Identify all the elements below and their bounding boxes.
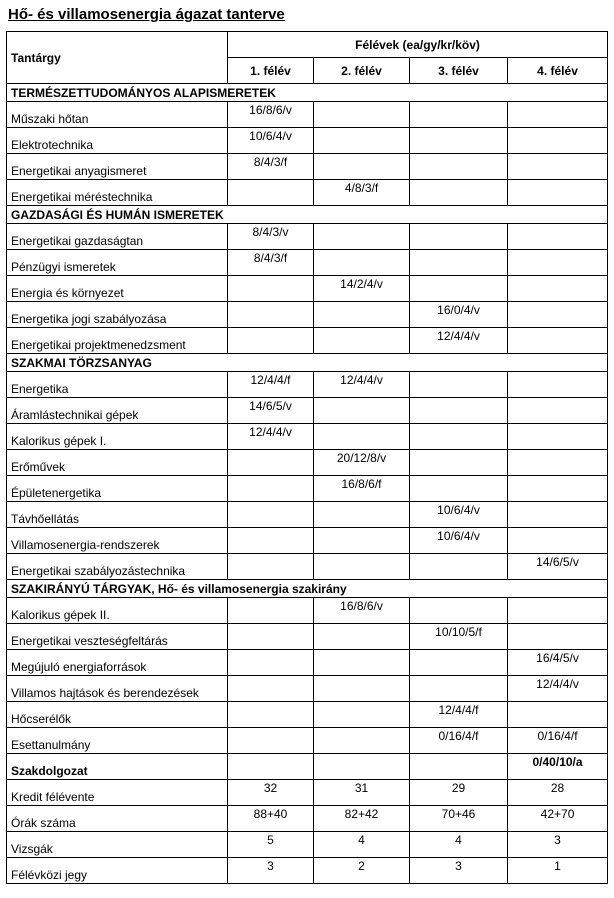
semester-2-value: 16/8/6/f xyxy=(314,476,410,502)
semester-3-value xyxy=(410,102,508,128)
subject-row xyxy=(7,328,608,354)
semester-2-value xyxy=(314,328,410,354)
semester-1-value xyxy=(228,554,314,580)
summary-semester-1-value xyxy=(228,754,314,780)
subject-row xyxy=(7,702,608,728)
semester-4-value xyxy=(508,276,608,302)
semester-4-value xyxy=(508,624,608,650)
subject-name: Pénzügyi ismeretek xyxy=(7,250,228,276)
semester-2-value: 14/2/4/v xyxy=(314,276,410,302)
semester-3-value: 10/10/5/f xyxy=(410,624,508,650)
semester-2-value xyxy=(314,502,410,528)
semester-1-value xyxy=(228,728,314,754)
summary-semester-3-value xyxy=(410,754,508,780)
semester-2-value xyxy=(314,398,410,424)
subject-name: Kalorikus gépek II. xyxy=(7,598,228,624)
semester-2-value: 20/12/8/v xyxy=(314,450,410,476)
header-semester-2: 2. félév xyxy=(314,58,410,84)
semester-4-value xyxy=(508,372,608,398)
semester-1-value xyxy=(228,476,314,502)
semester-3-value: 16/0/4/v xyxy=(410,302,508,328)
summary-semester-4-value: 42+70 xyxy=(508,806,608,832)
semester-3-value: 12/4/4/v xyxy=(410,328,508,354)
summary-semester-3-value: 4 xyxy=(410,832,508,858)
semester-1-value xyxy=(228,702,314,728)
semester-3-value xyxy=(410,154,508,180)
subject-row xyxy=(7,302,608,328)
summary-semester-2-value: 31 xyxy=(314,780,410,806)
semester-1-value xyxy=(228,676,314,702)
subject-row xyxy=(7,476,608,502)
subject-name: Villamosenergia-rendszerek xyxy=(7,528,228,554)
subject-row xyxy=(7,624,608,650)
semester-4-value: 14/6/5/v xyxy=(508,554,608,580)
subject-row xyxy=(7,502,608,528)
summary-semester-4-value: 1 xyxy=(508,858,608,884)
subject-row xyxy=(7,398,608,424)
semester-4-value xyxy=(508,502,608,528)
semester-3-value xyxy=(410,372,508,398)
summary-row xyxy=(7,832,608,858)
semester-3-value xyxy=(410,250,508,276)
subject-row xyxy=(7,728,608,754)
semester-3-value xyxy=(410,180,508,206)
subject-name: Energetikai projektmenedzsment xyxy=(7,328,228,354)
curriculum-table xyxy=(6,31,608,884)
section-header-row xyxy=(7,206,608,224)
semester-1-value xyxy=(228,328,314,354)
subject-name: Villamos hajtások és berendezések xyxy=(7,676,228,702)
semester-4-value xyxy=(508,154,608,180)
semester-2-value xyxy=(314,676,410,702)
semester-1-value xyxy=(228,650,314,676)
subject-name: Energia és környezet xyxy=(7,276,228,302)
header-semester-4: 4. félév xyxy=(508,58,608,84)
semester-1-value xyxy=(228,502,314,528)
subject-row xyxy=(7,372,608,398)
document-title: Hő- és villamosenergia ágazat tanterve xyxy=(8,6,285,23)
summary-label: Félévközi jegy xyxy=(7,858,228,884)
semester-4-value xyxy=(508,224,608,250)
subject-row xyxy=(7,180,608,206)
semester-4-value: 16/4/5/v xyxy=(508,650,608,676)
summary-semester-2-value: 82+42 xyxy=(314,806,410,832)
semester-3-value xyxy=(410,398,508,424)
summary-semester-1-value: 32 xyxy=(228,780,314,806)
subject-name: Megújuló energiaforrások xyxy=(7,650,228,676)
subject-row xyxy=(7,128,608,154)
semester-3-value xyxy=(410,276,508,302)
semester-4-value: 0/16/4/f xyxy=(508,728,608,754)
subject-name: Műszaki hőtan xyxy=(7,102,228,128)
semester-1-value xyxy=(228,302,314,328)
summary-row xyxy=(7,780,608,806)
subject-row xyxy=(7,102,608,128)
semester-3-value xyxy=(410,554,508,580)
semester-3-value: 0/16/4/f xyxy=(410,728,508,754)
subject-row xyxy=(7,450,608,476)
subject-name: Kalorikus gépek I. xyxy=(7,424,228,450)
semester-3-value xyxy=(410,598,508,624)
header-subject: Tantárgy xyxy=(7,32,228,84)
semester-4-value xyxy=(508,250,608,276)
subject-row xyxy=(7,528,608,554)
semester-3-value xyxy=(410,650,508,676)
curriculum-body xyxy=(7,84,608,884)
summary-semester-3-value: 3 xyxy=(410,858,508,884)
subject-name: Energetikai méréstechnika xyxy=(7,180,228,206)
summary-semester-1-value: 3 xyxy=(228,858,314,884)
semester-2-value xyxy=(314,650,410,676)
semester-2-value xyxy=(314,224,410,250)
summary-semester-4-value: 3 xyxy=(508,832,608,858)
subject-name: Erőművek xyxy=(7,450,228,476)
summary-row xyxy=(7,754,608,780)
subject-name: Elektrotechnika xyxy=(7,128,228,154)
semester-2-value xyxy=(314,702,410,728)
semester-3-value: 10/6/4/v xyxy=(410,528,508,554)
summary-semester-2-value: 2 xyxy=(314,858,410,884)
semester-4-value xyxy=(508,180,608,206)
header-semester-3: 3. félév xyxy=(410,58,508,84)
semester-2-value xyxy=(314,102,410,128)
summary-semester-2-value: 4 xyxy=(314,832,410,858)
header-semester-1: 1. félév xyxy=(228,58,314,84)
semester-1-value: 8/4/3/f xyxy=(228,154,314,180)
section-title: SZAKMAI TÖRZSANYAG xyxy=(7,354,608,372)
semester-4-value xyxy=(508,302,608,328)
semester-3-value xyxy=(410,676,508,702)
summary-row xyxy=(7,858,608,884)
semester-2-value xyxy=(314,302,410,328)
section-title: GAZDASÁGI ÉS HUMÁN ISMERETEK xyxy=(7,206,608,224)
subject-name: Távhőellátás xyxy=(7,502,228,528)
summary-semester-3-value: 70+46 xyxy=(410,806,508,832)
summary-row xyxy=(7,806,608,832)
semester-4-value xyxy=(508,424,608,450)
summary-semester-2-value xyxy=(314,754,410,780)
summary-semester-1-value: 5 xyxy=(228,832,314,858)
semester-2-value xyxy=(314,624,410,650)
semester-2-value xyxy=(314,728,410,754)
semester-2-value xyxy=(314,528,410,554)
semester-3-value xyxy=(410,476,508,502)
subject-row xyxy=(7,650,608,676)
semester-1-value xyxy=(228,276,314,302)
semester-2-value xyxy=(314,128,410,154)
section-title: TERMÉSZETTUDOMÁNYOS ALAPISMERETEK xyxy=(7,84,608,102)
subject-name: Épületenergetika xyxy=(7,476,228,502)
subject-row xyxy=(7,554,608,580)
semester-4-value xyxy=(508,328,608,354)
summary-label: Órák száma xyxy=(7,806,228,832)
semester-1-value: 16/8/6/v xyxy=(228,102,314,128)
subject-name: Energetikai gazdaságtan xyxy=(7,224,228,250)
subject-name: Energetikai szabályozástechnika xyxy=(7,554,228,580)
summary-label: Szakdolgozat xyxy=(7,754,228,780)
semester-2-value xyxy=(314,554,410,580)
subject-name: Esettanulmány xyxy=(7,728,228,754)
subject-row xyxy=(7,276,608,302)
semester-4-value xyxy=(508,476,608,502)
semester-3-value xyxy=(410,224,508,250)
summary-semester-3-value: 29 xyxy=(410,780,508,806)
semester-2-value xyxy=(314,154,410,180)
semester-3-value: 12/4/4/f xyxy=(410,702,508,728)
section-header-row xyxy=(7,354,608,372)
semester-2-value: 4/8/3/f xyxy=(314,180,410,206)
semester-2-value xyxy=(314,250,410,276)
summary-semester-4-value: 28 xyxy=(508,780,608,806)
subject-name: Energetikai veszteségfeltárás xyxy=(7,624,228,650)
semester-4-value xyxy=(508,598,608,624)
semester-3-value xyxy=(410,450,508,476)
subject-name: Energetika jogi szabályozása xyxy=(7,302,228,328)
subject-row xyxy=(7,424,608,450)
section-header-row xyxy=(7,580,608,598)
semester-1-value xyxy=(228,180,314,206)
header-semesters-group: Félévek (ea/gy/kr/köv) xyxy=(228,32,608,58)
semester-2-value xyxy=(314,424,410,450)
semester-4-value xyxy=(508,702,608,728)
semester-1-value xyxy=(228,624,314,650)
semester-1-value: 8/4/3/v xyxy=(228,224,314,250)
semester-1-value xyxy=(228,450,314,476)
section-header-row xyxy=(7,84,608,102)
semester-4-value xyxy=(508,398,608,424)
semester-3-value: 10/6/4/v xyxy=(410,502,508,528)
summary-label: Vizsgák xyxy=(7,832,228,858)
subject-row xyxy=(7,250,608,276)
subject-name: Áramlástechnikai gépek xyxy=(7,398,228,424)
semester-2-value: 12/4/4/v xyxy=(314,372,410,398)
section-title: SZAKIRÁNYÚ TÁRGYAK, Hő- és villamosenergia szakirány xyxy=(7,580,608,598)
subject-row xyxy=(7,224,608,250)
semester-4-value xyxy=(508,102,608,128)
semester-1-value: 12/4/4/v xyxy=(228,424,314,450)
summary-semester-1-value: 88+40 xyxy=(228,806,314,832)
semester-1-value: 12/4/4/f xyxy=(228,372,314,398)
semester-4-value xyxy=(508,450,608,476)
semester-3-value xyxy=(410,128,508,154)
subject-row xyxy=(7,676,608,702)
header-row-1 xyxy=(7,32,608,58)
semester-2-value: 16/8/6/v xyxy=(314,598,410,624)
summary-label: Kredit félévente xyxy=(7,780,228,806)
subject-name: Hőcserélők xyxy=(7,702,228,728)
subject-row xyxy=(7,154,608,180)
summary-semester-4-value: 0/40/10/a xyxy=(508,754,608,780)
semester-4-value xyxy=(508,128,608,154)
semester-1-value: 10/6/4/v xyxy=(228,128,314,154)
semester-1-value: 8/4/3/f xyxy=(228,250,314,276)
semester-4-value: 12/4/4/v xyxy=(508,676,608,702)
semester-1-value xyxy=(228,598,314,624)
semester-3-value xyxy=(410,424,508,450)
subject-row xyxy=(7,598,608,624)
subject-name: Energetika xyxy=(7,372,228,398)
semester-1-value: 14/6/5/v xyxy=(228,398,314,424)
semester-1-value xyxy=(228,528,314,554)
subject-name: Energetikai anyagismeret xyxy=(7,154,228,180)
semester-4-value xyxy=(508,528,608,554)
